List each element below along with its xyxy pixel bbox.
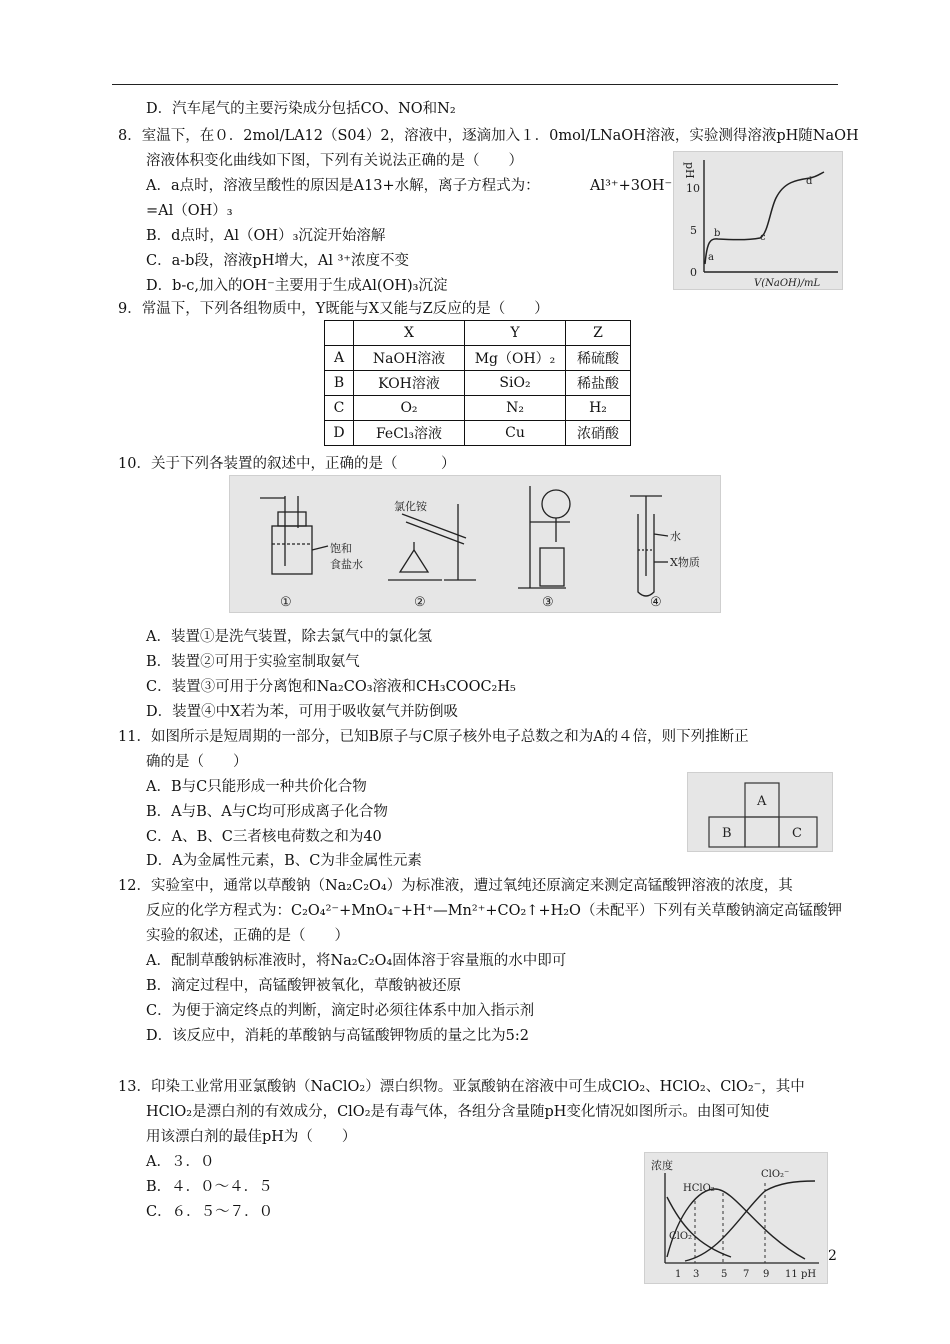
q13-x-tick-11: 11 bbox=[785, 1269, 798, 1280]
q13-label-clo2: ClO₂ bbox=[669, 1231, 693, 1242]
q13-x-tick-3: 3 bbox=[693, 1269, 700, 1280]
q13-option-c: C．６．５～７．０ bbox=[146, 1204, 274, 1220]
q11-option-c: C．A、B、C三者核电荷数之和为40 bbox=[146, 829, 382, 845]
q13-label-hclo2: HClO₂ bbox=[683, 1183, 715, 1194]
cell-middle bbox=[745, 817, 779, 847]
q8-ph-curve-figure bbox=[673, 151, 843, 290]
q9-cell: NaOH溶液 bbox=[354, 346, 465, 371]
q12-option-b: B．滴定过程中，高锰酸钾被氧化，草酸钠被还原 bbox=[146, 978, 462, 994]
label-saturated: 饱和 bbox=[330, 542, 352, 555]
q9-row bbox=[325, 346, 631, 371]
q8-x-label: V(NaOH)/mL bbox=[754, 278, 821, 289]
q11-stem-line1: 11．如图所示是短周期的一部分，已知B原子与C原子核外电子总数之和为A的４倍，则下列推断正 bbox=[118, 729, 749, 745]
q11-stem-line2: 确的是（ ） bbox=[146, 754, 248, 770]
q9-cell: 稀盐酸 bbox=[566, 371, 631, 396]
label-apparatus-1: ① bbox=[280, 595, 292, 610]
q9-row bbox=[325, 371, 631, 396]
q9-row bbox=[325, 421, 631, 446]
q8-tick-5: 5 bbox=[690, 224, 697, 237]
q9-cell: 浓硝酸 bbox=[566, 421, 631, 446]
q8-tick-0: 0 bbox=[690, 266, 697, 279]
q10-option-d: D．装置④中X若为苯，可用于吸收氨气并防倒吸 bbox=[146, 704, 458, 720]
q11-periodic-table-figure bbox=[687, 772, 833, 852]
q13-y-label: 浓度 bbox=[651, 1159, 673, 1172]
header-rule bbox=[112, 84, 838, 85]
q12-option-d: D．该反应中，消耗的革酸钠与高锰酸钾物质的量之比为5:2 bbox=[146, 1028, 529, 1044]
q8-stem-line2: 溶液体积变化曲线如下图，下列有关说法正确的是（ ） bbox=[146, 153, 523, 169]
label-brine: 食盐水 bbox=[330, 558, 363, 571]
q10-apparatus-figure bbox=[229, 475, 721, 613]
q9-cell: 稀硫酸 bbox=[566, 346, 631, 371]
q10-option-c: C．装置③可用于分离饱和Na₂CO₃溶液和CH₃COOC₂H₅ bbox=[146, 679, 516, 695]
q9-cell: O₂ bbox=[354, 396, 465, 421]
q8-option-a-line2: =Al（OH）₃ bbox=[146, 203, 233, 219]
q9-cell: KOH溶液 bbox=[354, 371, 465, 396]
q9-header-row bbox=[325, 321, 631, 346]
q8-option-c: C．a-b段，溶液pH增大，Al ³⁺浓度不变 bbox=[146, 253, 410, 269]
q9-cell: Cu bbox=[465, 421, 566, 446]
label-apparatus-2: ② bbox=[414, 595, 426, 610]
q13-x-tick-9: 9 bbox=[763, 1269, 770, 1280]
q10-stem: 10．关于下列各装置的叙述中，正确的是（ ） bbox=[118, 456, 456, 472]
q8-y-label: pH bbox=[683, 162, 696, 179]
q12-option-a: A．配制草酸钠标准液时，将Na₂C₂O₄固体溶于容量瓶的水中即可 bbox=[146, 953, 567, 969]
element-c-label: C bbox=[792, 826, 802, 841]
q9-cell: D bbox=[325, 421, 354, 446]
q11-option-a: A．B与C只能形成一种共价化合物 bbox=[146, 779, 367, 795]
q9-cell: Mg（OH）₂ bbox=[465, 346, 566, 371]
q12-option-c: C．为便于滴定终点的判断，滴定时必须往体系中加入指示剂 bbox=[146, 1003, 535, 1019]
q9-cell: SiO₂ bbox=[465, 371, 566, 396]
q8-option-d: D．b-c,加入的OH⁻主要用于生成Al(OH)₃沉淀 bbox=[146, 278, 448, 294]
q12-stem-line2: 反应的化学方程式为：C₂O₄²⁻+MnO₄⁻+H⁺—Mn²⁺+CO₂↑+H₂O（未配平）下列有关草酸钠滴定高锰酸钾 bbox=[146, 903, 842, 919]
q13-x-tick-5: 5 bbox=[721, 1269, 728, 1280]
q11-option-b: B．A与B、A与C均可形成离子化合物 bbox=[146, 804, 388, 820]
page-number: 2 bbox=[828, 1248, 837, 1264]
apparatus-2-heating-tube bbox=[388, 504, 476, 580]
q12-stem-line1: 12．实验室中，通常以草酸钠（Na₂C₂O₄）为标准液，遭过氧纯还原滴定来测定高锰酸钾溶液的浓度，其 bbox=[118, 878, 793, 894]
q9-header-cell: X bbox=[354, 321, 465, 346]
element-b-label: B bbox=[722, 826, 732, 841]
q8-stem-line1: 8．室温下，在０．2mol/LA12（S04）2，溶液中，逐滴加入１．0mol/LNaOH溶液，实验测得溶液pH随NaOH bbox=[118, 128, 859, 144]
q13-option-a: A．３．０ bbox=[146, 1154, 215, 1170]
q13-x-tick-1: 1 bbox=[675, 1269, 682, 1280]
q9-cell: FeCl₃溶液 bbox=[354, 421, 465, 446]
q9-cell: N₂ bbox=[465, 396, 566, 421]
q13-stem-line2: HClO₂是漂白剂的有效成分，ClO₂是有毒气体，各组分含量随pH变化情况如图所示。由图可知使 bbox=[146, 1104, 770, 1120]
q9-cell: H₂ bbox=[566, 396, 631, 421]
label-apparatus-3: ③ bbox=[542, 595, 554, 610]
q10-option-a: A．装置①是洗气装置，除去氯气中的氯化氢 bbox=[146, 629, 432, 645]
apparatus-4-absorption-tube bbox=[630, 496, 668, 596]
q8-point-a: a bbox=[708, 252, 714, 263]
q8-option-a-line1: A．a点时，溶液呈酸性的原因是A13+水解，离子方程式为： bbox=[146, 178, 540, 194]
q13-option-b: B．４．０～４．５ bbox=[146, 1179, 273, 1195]
q8-option-b: B．d点时，Al（OH）₃沉淀开始溶解 bbox=[146, 228, 386, 244]
q9-header-cell: Y bbox=[465, 321, 566, 346]
q8-point-b: b bbox=[714, 228, 721, 239]
q13-x-label: pH bbox=[801, 1269, 817, 1280]
q12-stem-line3: 实验的叙述，正确的是（ ） bbox=[146, 928, 349, 944]
label-nh4cl: 氯化铵 bbox=[394, 500, 427, 513]
q9-header-cell: Z bbox=[566, 321, 631, 346]
apparatus-3-separatory-funnel bbox=[518, 486, 570, 588]
q11-option-d: D．A为金属性元素，B、C为非金属性元素 bbox=[146, 853, 422, 869]
label-apparatus-4: ④ bbox=[650, 595, 662, 610]
q13-label-clo2minus: ClO₂⁻ bbox=[761, 1169, 790, 1180]
q13-concentration-figure bbox=[644, 1152, 828, 1284]
q13-x-tick-7: 7 bbox=[743, 1269, 750, 1280]
element-a-label: A bbox=[757, 794, 767, 809]
apparatus-1-wash-bottle bbox=[260, 496, 328, 574]
q8-option-a-equation: Al³⁺+3OH⁻ bbox=[590, 178, 673, 194]
q9-cell: A bbox=[325, 346, 354, 371]
label-x-substance: X物质 bbox=[670, 556, 700, 569]
q9-row bbox=[325, 396, 631, 421]
q7-option-d: D．汽车尾气的主要污染成分包括CO、NO和N₂ bbox=[146, 101, 456, 117]
q9-stem: 9．常温下，下列各组物质中，Y既能与X又能与Z反应的是（ ） bbox=[118, 301, 549, 317]
q8-point-c: c bbox=[760, 232, 766, 243]
label-water: 水 bbox=[670, 530, 681, 543]
q8-point-d: d bbox=[806, 176, 813, 187]
q10-option-b: B．装置②可用于实验室制取氨气 bbox=[146, 654, 360, 670]
q13-stem-line3: 用该漂白剂的最佳pH为（ ） bbox=[146, 1129, 357, 1145]
q9-header-cell bbox=[325, 321, 354, 346]
q9-table bbox=[324, 320, 631, 446]
q13-stem-line1: 13．印染工业常用亚氯酸钠（NaClO₂）漂白织物。亚氯酸钠在溶液中可生成ClO₂、HClO₂、ClO₂⁻，其中 bbox=[118, 1079, 805, 1095]
q9-cell: C bbox=[325, 396, 354, 421]
q9-cell: B bbox=[325, 371, 354, 396]
q8-tick-10: 10 bbox=[686, 182, 700, 195]
